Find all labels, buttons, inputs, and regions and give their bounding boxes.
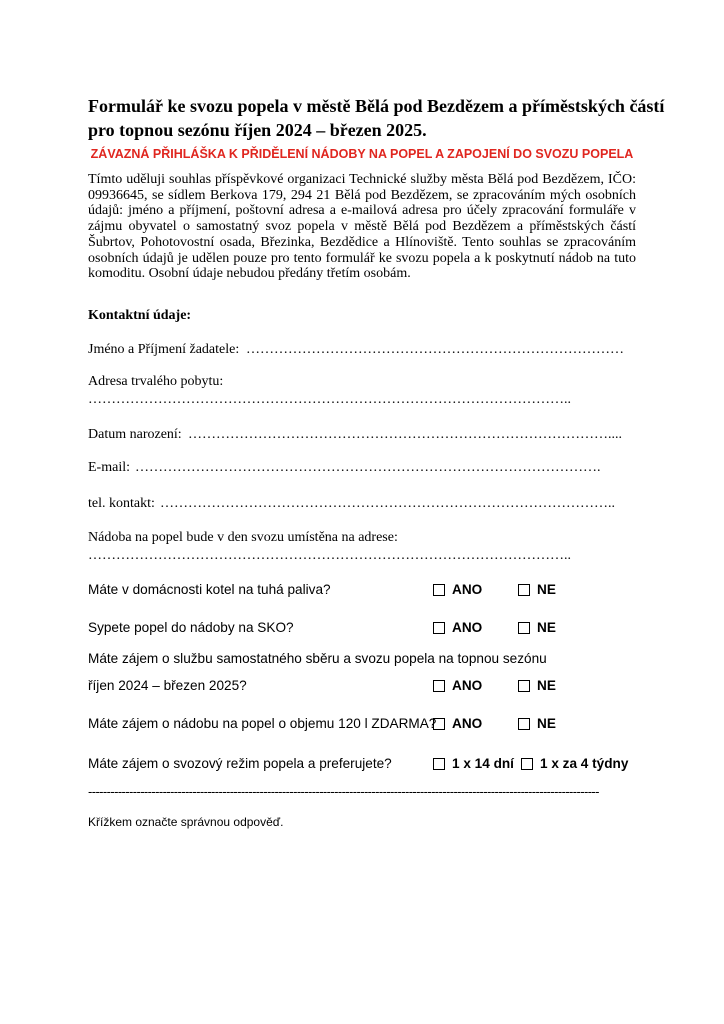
email-field[interactable]: ………………………………………………………………………………………. — [135, 460, 601, 475]
boiler-no-option[interactable] — [518, 582, 556, 597]
question-sko: Sypete popel do nádoby na SKO? — [88, 620, 294, 635]
frequency-14-days-option[interactable] — [433, 756, 514, 771]
form-subtitle: ZÁVAZNÁ PŘIHLÁŠKA K PŘIDĚLENÍ NÁDOBY NA POPEL A ZAPOJENÍ DO SVOZU POPELA — [90, 147, 634, 161]
sko-no-option[interactable] — [518, 620, 556, 635]
checkbox-icon[interactable] — [433, 758, 445, 770]
checkbox-icon[interactable] — [518, 584, 530, 596]
container-yes-option[interactable] — [433, 716, 482, 731]
option-label: ANO — [452, 582, 483, 597]
container-address-label: Nádoba na popel bude v den svozu umístěna na adrese: — [88, 530, 398, 545]
option-label: NE — [537, 678, 556, 693]
contact-heading: Kontaktní údaje: — [88, 308, 192, 323]
checkbox-icon[interactable] — [521, 758, 533, 770]
service-no-option[interactable] — [518, 678, 556, 693]
checkbox-icon[interactable] — [518, 680, 530, 692]
birth-date-field[interactable]: ……………………………………………………………………………….... — [188, 427, 622, 442]
question-service-line2: říjen 2024 – březen 2025? — [88, 678, 247, 693]
question-service-line1: Máte zájem o službu samostatného sběru a svozu popela na topnou sezónu — [88, 651, 547, 666]
service-yes-option[interactable] — [433, 678, 482, 693]
question-container: Máte zájem o nádobu na popel o objemu 120 l ZDARMA? — [88, 716, 437, 731]
question-frequency: Máte zájem o svozový režim popela a preferujete? — [88, 756, 392, 771]
boiler-yes-option[interactable] — [433, 582, 482, 597]
option-label: ANO — [452, 716, 483, 731]
consent-paragraph: Tímto uděluji souhlas příspěvkové organizaci Technické služby města Bělá pod Bezdězem, IČO: 09936645, se sídlem Berkova 179, 294 21 Bělá pod Bezdězem, se zpracováním mých osobních údajů: jméno a příjmení, poštovní adresa a e-mailová adresa pro účely zpracování formuláře v zájmu obyvatel o samostatný svoz popela v městě Bělá pod Bezdězem a příměstských částí Šubrtov, Pohotovostní osada, Březinka, Bezdědice a Hlínoviště. Tento souhlas se zpracováním osobních údajů je udělen pouze pro tento formulář ke svozu popela a k poskytnutí nádob na tuto komoditu. Osobní údaje nebudou předány třetím osobám. — [88, 172, 636, 282]
form-title-line2: pro topnou sezónu říjen 2024 – březen 2025. — [88, 120, 427, 140]
frequency-4-weeks-option[interactable] — [521, 756, 628, 771]
footer-note: Křížkem označte správnou odpověď. — [88, 815, 284, 829]
checkbox-icon[interactable] — [518, 622, 530, 634]
option-label: 1 x 14 dní — [452, 756, 514, 771]
address-label: Adresa trvalého pobytu: — [88, 374, 224, 389]
address-field[interactable]: ………………………………………………………………………………………….. — [88, 392, 571, 407]
option-label: NE — [537, 620, 556, 635]
sko-yes-option[interactable] — [433, 620, 482, 635]
checkbox-icon[interactable] — [433, 680, 445, 692]
dashed-separator: ----------------------------------------------------------------------------------------------------------------------------------------- — [88, 784, 599, 799]
checkbox-icon[interactable] — [433, 622, 445, 634]
name-label: Jméno a Příjmení žadatele: — [88, 342, 240, 357]
checkbox-icon[interactable] — [433, 718, 445, 730]
option-label: NE — [537, 716, 556, 731]
email-label: E-mail: — [88, 460, 130, 475]
phone-label: tel. kontakt: — [88, 496, 155, 511]
checkbox-icon[interactable] — [518, 718, 530, 730]
option-label: NE — [537, 582, 556, 597]
birth-date-label: Datum narození: — [88, 427, 182, 442]
name-field[interactable]: ……………………………………………………………………… — [246, 342, 624, 357]
checkbox-icon[interactable] — [433, 584, 445, 596]
form-title-line1: Formulář ke svozu popela v městě Bělá pod Bezdězem a příměstských částí — [88, 96, 665, 116]
container-address-field[interactable]: ………………………………………………………………………………………….. — [88, 548, 571, 563]
container-no-option[interactable] — [518, 716, 556, 731]
phone-field[interactable]: …………………………………………………………………………………….. — [160, 496, 615, 511]
option-label: ANO — [452, 678, 483, 693]
option-label: 1 x za 4 týdny — [540, 756, 629, 771]
question-boiler: Máte v domácnosti kotel na tuhá paliva? — [88, 582, 331, 597]
option-label: ANO — [452, 620, 483, 635]
